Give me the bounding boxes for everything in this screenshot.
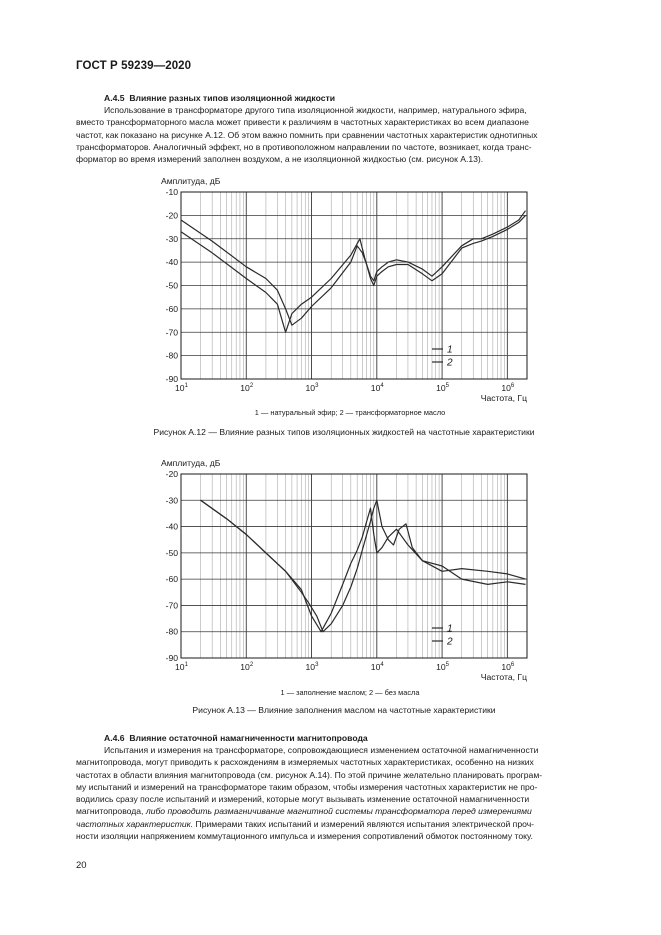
figure-a13-caption: Рисунок А.13 — Влияние заполнения маслом на частотные характеристики [192, 705, 496, 715]
y-tick-label: -20 [165, 469, 178, 479]
x-tick-label: $10^2$ [240, 662, 254, 672]
figure-a12-caption: Рисунок А.12 — Влияние разных типов изоляционных жидкостей на частотные характеристики [153, 427, 535, 437]
x-tick-label: $10^1$ [175, 662, 188, 672]
y-tick-label: -80 [165, 626, 178, 637]
y-tick-label: -90 [165, 374, 178, 384]
legend-label: 2 [447, 636, 453, 648]
body-italic-text: либо проводить размагничивание магнитной системы трансформатора перед измерениями [145, 806, 532, 817]
series-line-1 [201, 500, 526, 631]
x-tick-label: $10^3$ [305, 383, 319, 393]
body-line: частот, как показано на рисунке А.12. Об этом важно помнить при сравнении частотных характеристик однотипных [76, 129, 538, 140]
y-tick-label: -30 [165, 233, 178, 244]
x-axis-label: Частота, Гц [480, 672, 527, 682]
body-line [76, 818, 612, 830]
legend-label: 2 [447, 357, 453, 369]
y-tick-label: -50 [165, 547, 178, 558]
body-line: ности изоляции напряжением коммутационного импульса и измерения сопротивлений обмоток постоянному току. [76, 831, 533, 842]
x-tick-label: $10^4$ [370, 383, 384, 393]
x-tick-label: $10^4$ [370, 662, 384, 672]
y-tick-label: -20 [165, 210, 178, 221]
x-tick-label: $10^6$ [501, 383, 515, 393]
body-line: магнитопровода, могут приводить к расхождениям в измеряемых частотных характеристиках, особенно на низких [76, 757, 534, 768]
section-number: А.4.5 [104, 93, 125, 103]
section-a45-body [76, 104, 612, 165]
section-title: Влияние разных типов изоляционной жидкости [129, 93, 336, 103]
body-line: форматор во время измерений заполнен воздухом, а не изоляционной жидкостью (см. рисунок А.13). [76, 154, 484, 165]
body-line: вместо трансформаторного масла может привести к различиям в частотных характеристиках во всем диапазоне [76, 117, 529, 128]
page-number: 20 [76, 860, 87, 871]
body-line: му испытаний и измерений на трансформаторе таким образом, чтобы измерения частотных характеристик не про- [76, 781, 538, 792]
section-number: А.4.6 [104, 733, 125, 743]
x-tick-label: $10^1$ [175, 383, 188, 393]
body-line [76, 805, 612, 817]
legend-label: 1 [447, 623, 453, 635]
y-tick-label: -80 [165, 350, 178, 361]
x-tick-label: $10^2$ [240, 383, 254, 393]
y-tick-label: -60 [165, 303, 178, 314]
figure-a13-legend: 1 — заполнение маслом; 2 — без масла [280, 688, 420, 697]
x-tick-label: $10^5$ [436, 662, 449, 672]
x-tick-label: $10^5$ [436, 383, 449, 393]
y-tick-label: -70 [165, 327, 178, 338]
y-tick-label: -90 [165, 653, 178, 663]
figure-a12-legend: 1 — натуральный эфир; 2 — трансформаторное масло [254, 408, 446, 417]
series-line-1 [181, 215, 526, 332]
figure-a13-chart [150, 452, 550, 690]
plot-frame [181, 474, 527, 658]
y-tick-label: -30 [165, 495, 178, 506]
section-a46-heading [104, 733, 368, 743]
body-line: водились сразу после испытаний и измерений, которые могут вызывать изменение остаточной намагниченности [76, 794, 530, 805]
body-line: частотах в области влияния магнитопровода (см. рисунок А.14). По этой причине желательно планировать програм- [76, 769, 543, 780]
body-line: трансформаторов. Аналогичный эффект, но в противоположном направлении по частоте, возникает, когда транс- [76, 141, 532, 152]
y-axis-label: Амплитуда, дБ [161, 176, 221, 186]
x-axis-label: Частота, Гц [480, 393, 527, 403]
x-tick-label: $10^3$ [305, 662, 319, 672]
body-italic-text: частотных характеристик. [76, 818, 194, 829]
document-header: ГОСТ Р 59239—2020 [76, 60, 192, 72]
legend-label: 1 [447, 344, 453, 356]
body-line: Испытания и измерения на трансформаторе, сопровождающиеся изменением остаточной намагниченности [104, 745, 539, 755]
body-text: Примерами таких испытаний и измерений являются испытания электрической проч- [195, 818, 535, 829]
y-tick-label: -10 [165, 187, 178, 197]
body-text: магнитопровода, [76, 806, 144, 817]
y-tick-label: -40 [165, 521, 178, 532]
x-tick-label: $10^6$ [501, 662, 515, 672]
series-line-2 [201, 500, 526, 631]
y-tick-label: -40 [165, 257, 178, 268]
section-a45-heading [104, 93, 335, 103]
section-title: Влияние остаточной намагниченности магнитопровода [129, 733, 368, 743]
figure-a12-chart [150, 170, 550, 410]
body-line: Использование в трансформаторе другого типа изоляционной жидкости, например, натурального эфира, [104, 105, 527, 115]
y-tick-label: -50 [165, 280, 178, 291]
y-tick-label: -60 [165, 574, 178, 585]
y-tick-label: -70 [165, 600, 178, 611]
section-a46-body [76, 744, 612, 842]
y-axis-label: Амплитуда, дБ [161, 458, 221, 468]
